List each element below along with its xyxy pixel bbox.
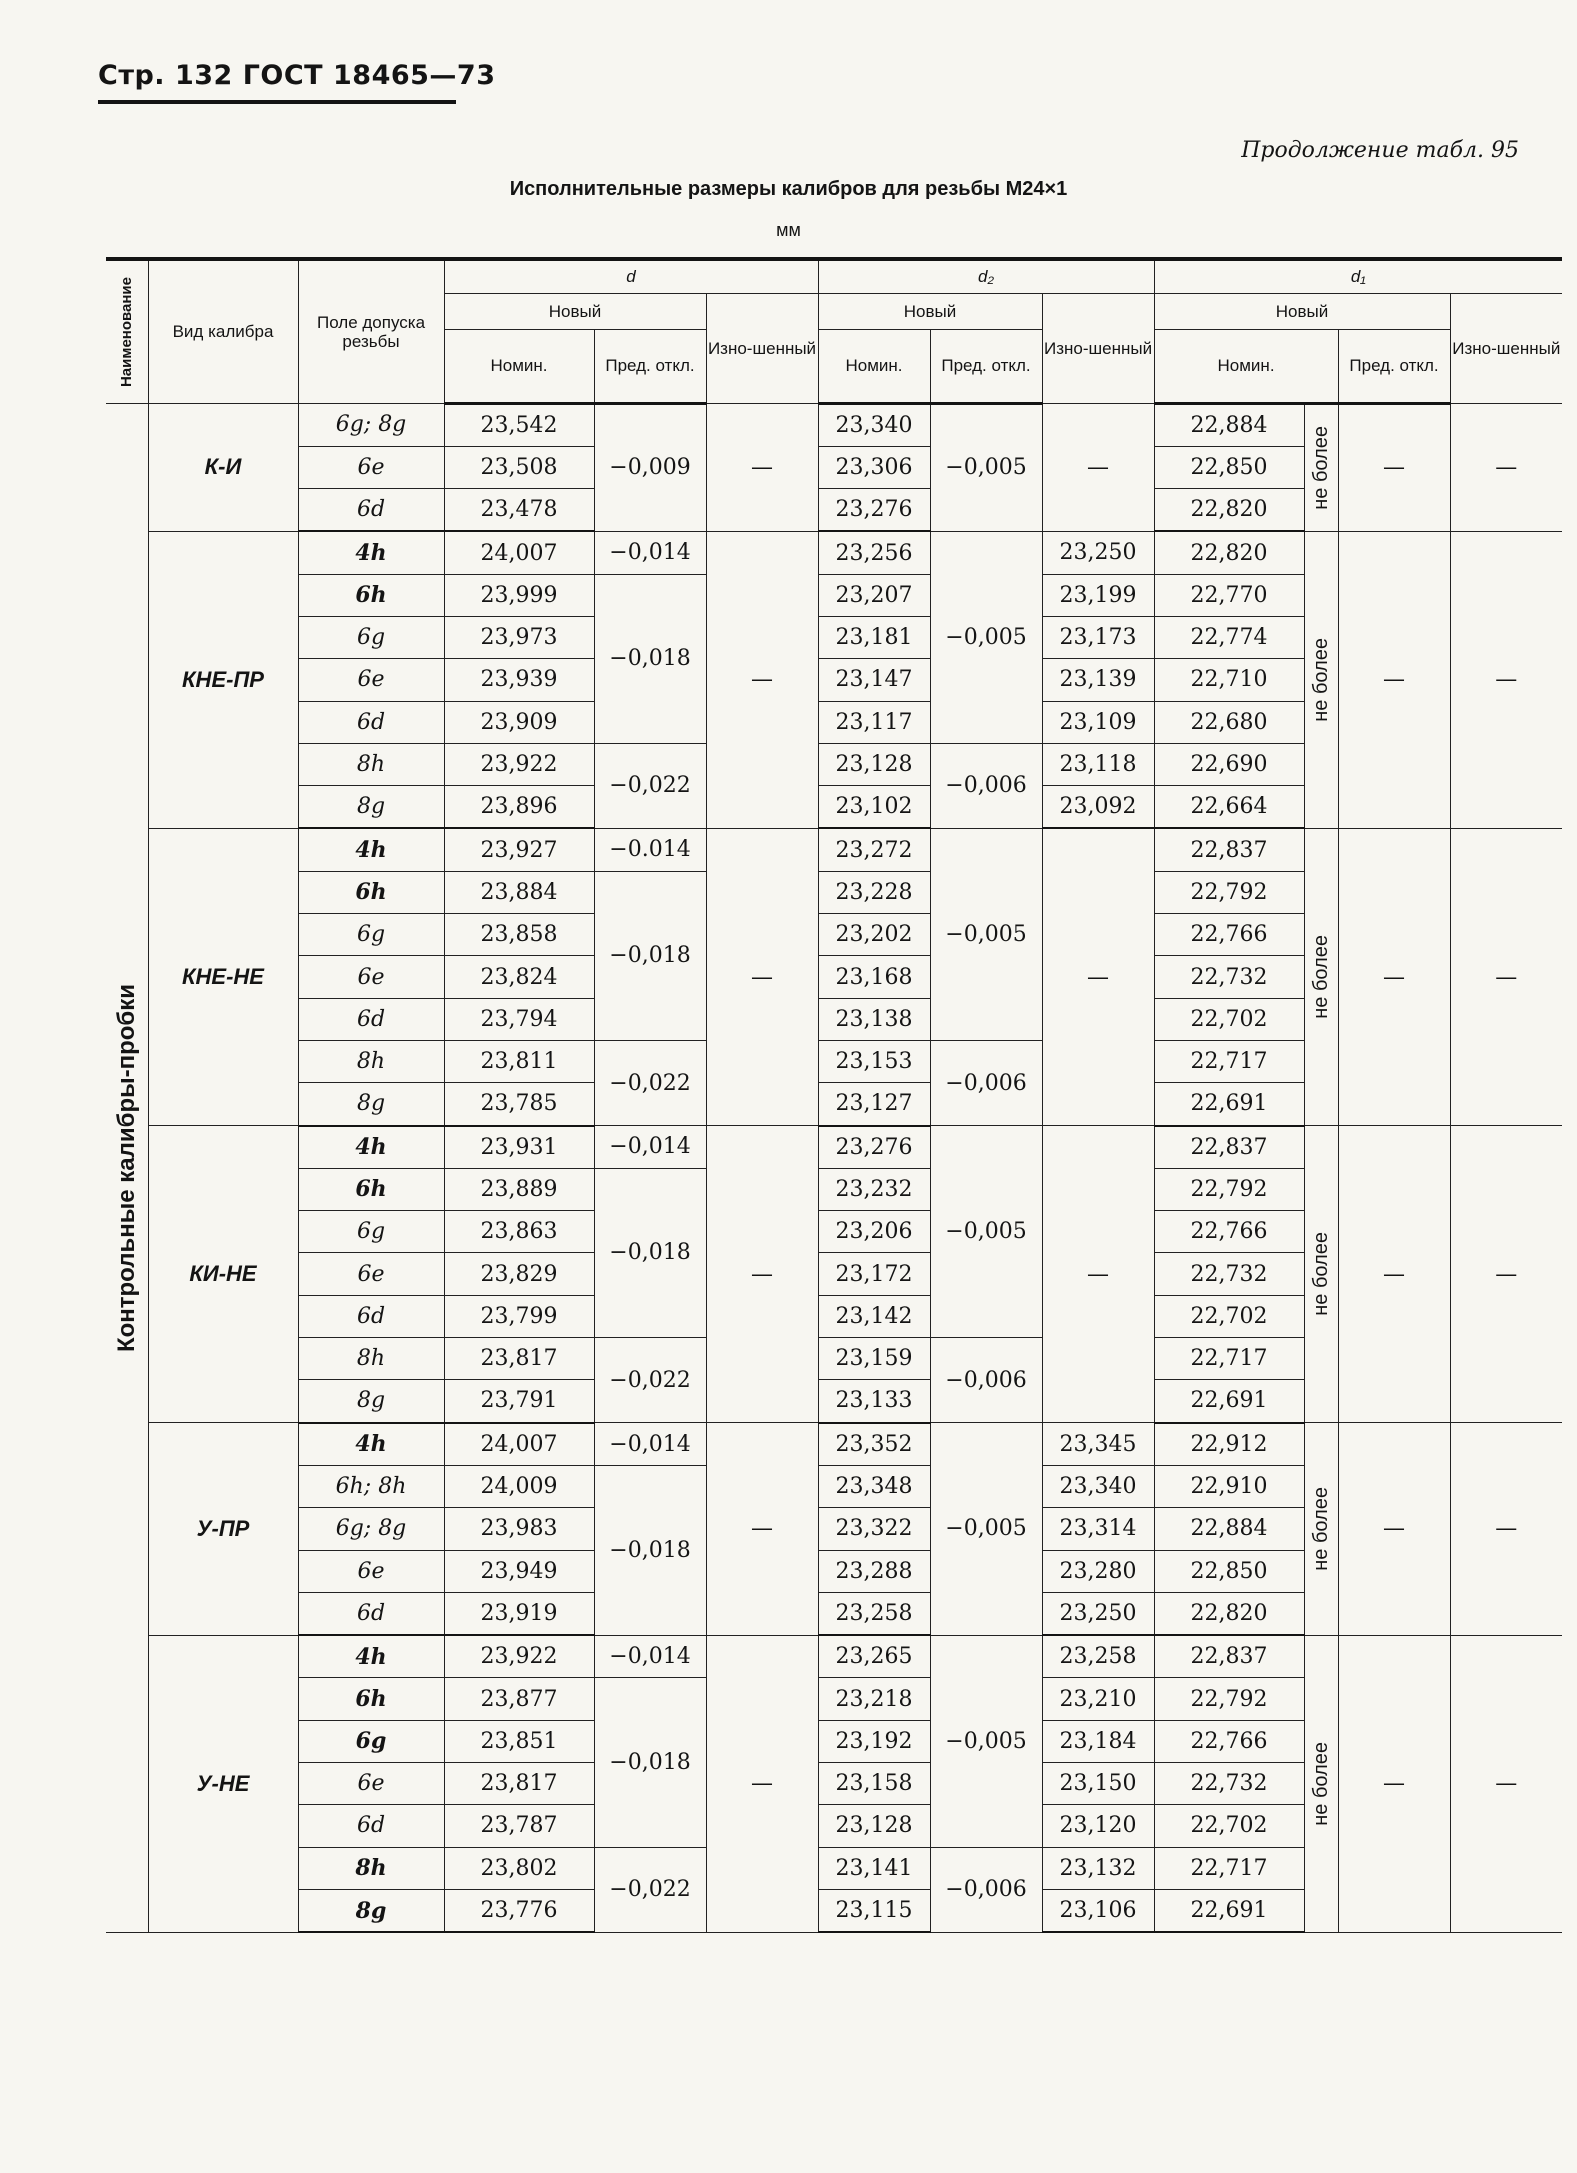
d-nominal: 23,794 <box>444 998 594 1040</box>
d2-nominal-header: Номин. <box>818 329 930 403</box>
tolerance-field: 6g <box>298 1211 444 1253</box>
d1-worn-header: Изно-шенный <box>1450 293 1562 403</box>
d-nominal: 23,776 <box>444 1889 594 1932</box>
d-nominal: 23,983 <box>444 1508 594 1550</box>
d2-nominal: 23,256 <box>818 531 930 574</box>
tolerance-field: 8h <box>298 743 444 785</box>
d-nominal: 23,791 <box>444 1380 594 1423</box>
tolerance-field: 4h <box>298 1126 444 1169</box>
d2-worn: 23,250 <box>1042 531 1154 574</box>
d2-nominal: 23,348 <box>818 1465 930 1507</box>
d2-worn: 23,109 <box>1042 701 1154 743</box>
gauge-kind: КИ-НЕ <box>148 1126 298 1423</box>
d2-nominal: 23,206 <box>818 1211 930 1253</box>
d2-nominal: 23,159 <box>818 1338 930 1380</box>
d-nominal: 23,829 <box>444 1253 594 1295</box>
tolerance-field: 6d <box>298 1805 444 1847</box>
tolerance-field: 6d <box>298 701 444 743</box>
d2-nominal: 23,172 <box>818 1253 930 1295</box>
d-nominal: 23,922 <box>444 743 594 785</box>
d2-worn: 23,173 <box>1042 616 1154 658</box>
d1-nominal: 22,732 <box>1154 1763 1304 1805</box>
d-worn: — <box>706 1423 818 1635</box>
d-nominal: 23,896 <box>444 786 594 829</box>
d-nominal-header: Номин. <box>444 329 594 403</box>
d2-nominal: 23,102 <box>818 786 930 829</box>
d2-worn: 23,106 <box>1042 1889 1154 1932</box>
d1-nominal: 22,884 <box>1154 1508 1304 1550</box>
d2-nominal: 23,168 <box>818 956 930 998</box>
d-nominal: 23,931 <box>444 1126 594 1169</box>
d-deviation: −0,018 <box>594 1678 706 1847</box>
tolerance-field: 6d <box>298 1295 444 1337</box>
d1-nominal: 22,912 <box>1154 1423 1304 1466</box>
d-nominal: 23,817 <box>444 1338 594 1380</box>
d2-deviation: −0,005 <box>930 828 1042 1040</box>
d2-nominal: 23,127 <box>818 1083 930 1126</box>
d2-worn: 23,258 <box>1042 1635 1154 1678</box>
d-deviation: −0,018 <box>594 1168 706 1337</box>
not-more-note: не более <box>1304 1635 1338 1932</box>
d2-worn: 23,132 <box>1042 1847 1154 1889</box>
not-more-note: не более <box>1304 1126 1338 1423</box>
d-nominal: 23,877 <box>444 1678 594 1720</box>
d-nominal: 23,884 <box>444 871 594 913</box>
d2-nominal: 23,142 <box>818 1295 930 1337</box>
table-row <box>106 1423 1562 1466</box>
d-nominal: 23,922 <box>444 1635 594 1678</box>
d2-nominal: 23,322 <box>818 1508 930 1550</box>
d-deviation: −0,014 <box>594 1126 706 1169</box>
tolerance-field: 6g; 8g <box>298 1508 444 1550</box>
d2-nominal: 23,228 <box>818 871 930 913</box>
d1-nominal: 22,766 <box>1154 914 1304 956</box>
d1-nominal: 22,774 <box>1154 616 1304 658</box>
d1-nominal: 22,702 <box>1154 1295 1304 1337</box>
tolerance-field: 6g; 8g <box>298 403 444 446</box>
tolerance-field: 8g <box>298 1889 444 1932</box>
units-label: мм <box>776 220 801 240</box>
table-row <box>106 1635 1562 1678</box>
d1-deviation: — <box>1338 531 1450 828</box>
d2-worn: 23,118 <box>1042 743 1154 785</box>
tolerance-field: 8h <box>298 1847 444 1889</box>
d2-nominal: 23,258 <box>818 1592 930 1635</box>
d2-new-header: Новый <box>818 293 1042 329</box>
d1-deviation: — <box>1338 403 1450 531</box>
tolerance-field: 4h <box>298 828 444 871</box>
tolerance-field: 6e <box>298 1253 444 1295</box>
d2-nominal: 23,115 <box>818 1889 930 1932</box>
d1-nominal: 22,820 <box>1154 489 1304 532</box>
d2-nominal: 23,272 <box>818 828 930 871</box>
d1-deviation: — <box>1338 1126 1450 1423</box>
gauge-dimensions-table <box>106 257 1562 1933</box>
d2-nominal: 23,117 <box>818 701 930 743</box>
d-header: d <box>444 259 818 293</box>
d-deviation: −0.014 <box>594 828 706 871</box>
d-deviation: −0,018 <box>594 871 706 1040</box>
d-nominal: 23,973 <box>444 616 594 658</box>
kind-column-header: Вид калибра <box>148 259 298 403</box>
d-deviation-header: Пред. откл. <box>594 329 706 403</box>
d2-worn: — <box>1042 1126 1154 1423</box>
d-nominal: 23,542 <box>444 403 594 446</box>
d-deviation: −0,022 <box>594 743 706 828</box>
table-caption: Исполнительные размеры калибров для резьбы М24×1 <box>509 178 1068 200</box>
tolerance-field: 6h <box>298 574 444 616</box>
header-rule <box>98 100 456 104</box>
d1-nominal: 22,792 <box>1154 871 1304 913</box>
tolerance-field: 6e <box>298 956 444 998</box>
tolerance-field: 6h; 8h <box>298 1465 444 1507</box>
table-body <box>106 403 1562 1932</box>
d2-worn: 23,340 <box>1042 1465 1154 1507</box>
d1-nominal: 22,910 <box>1154 1465 1304 1507</box>
d2-deviation: −0,006 <box>930 1040 1042 1125</box>
gauge-kind: КНЕ-ПР <box>148 531 298 828</box>
tolerance-field: 6d <box>298 489 444 532</box>
table-row <box>106 828 1562 871</box>
d1-nominal: 22,691 <box>1154 1380 1304 1423</box>
d-deviation: −0,018 <box>594 574 706 743</box>
d2-nominal: 23,128 <box>818 1805 930 1847</box>
d-deviation: −0,009 <box>594 403 706 531</box>
d2-deviation: −0,005 <box>930 1126 1042 1338</box>
d-deviation: −0,022 <box>594 1847 706 1932</box>
d-nominal: 23,909 <box>444 701 594 743</box>
d1-nominal: 22,850 <box>1154 446 1304 488</box>
d2-deviation: −0,006 <box>930 1338 1042 1423</box>
d-nominal: 23,999 <box>444 574 594 616</box>
d2-nominal: 23,232 <box>818 1168 930 1210</box>
gauge-kind: У-ПР <box>148 1423 298 1635</box>
gauge-kind: КНЕ-НЕ <box>148 828 298 1125</box>
d-worn: — <box>706 1635 818 1932</box>
tolerance-field: 6h <box>298 1678 444 1720</box>
tolerance-field: 8h <box>298 1040 444 1082</box>
d2-worn: — <box>1042 403 1154 531</box>
tolerance-field: 6g <box>298 1720 444 1762</box>
d-worn: — <box>706 403 818 531</box>
tolerance-field: 8h <box>298 1338 444 1380</box>
d-deviation: −0,014 <box>594 1635 706 1678</box>
d-nominal: 23,817 <box>444 1763 594 1805</box>
d-nominal: 23,478 <box>444 489 594 532</box>
d2-nominal: 23,153 <box>818 1040 930 1082</box>
d2-deviation: −0,005 <box>930 1635 1042 1847</box>
d1-nominal: 22,792 <box>1154 1168 1304 1210</box>
not-more-note: не более <box>1304 828 1338 1125</box>
d1-nominal: 22,766 <box>1154 1211 1304 1253</box>
d-nominal: 23,508 <box>444 446 594 488</box>
d2-nominal: 23,265 <box>818 1635 930 1678</box>
gauge-kind: У-НЕ <box>148 1635 298 1932</box>
d2-nominal: 23,306 <box>818 446 930 488</box>
d2-header: d₂ <box>818 259 1154 293</box>
d-deviation: −0,014 <box>594 1423 706 1466</box>
d1-nominal: 22,732 <box>1154 1253 1304 1295</box>
d2-worn: 23,280 <box>1042 1550 1154 1592</box>
d1-nominal: 22,702 <box>1154 1805 1304 1847</box>
tolerance-field: 6e <box>298 659 444 701</box>
d1-nominal: 22,820 <box>1154 531 1304 574</box>
d-nominal: 23,799 <box>444 1295 594 1337</box>
d-worn: — <box>706 1126 818 1423</box>
d2-deviation: −0,005 <box>930 1423 1042 1635</box>
d1-nominal: 22,884 <box>1154 403 1304 446</box>
d2-nominal: 23,181 <box>818 616 930 658</box>
d-deviation: −0,014 <box>594 531 706 574</box>
tolerance-field: 8g <box>298 1083 444 1126</box>
not-more-note: не более <box>1304 403 1338 531</box>
d2-worn: — <box>1042 828 1154 1125</box>
d1-nominal: 22,717 <box>1154 1338 1304 1380</box>
d2-nominal: 23,218 <box>818 1678 930 1720</box>
tolerance-field: 6d <box>298 1592 444 1635</box>
d-nominal: 23,785 <box>444 1083 594 1126</box>
d-nominal: 23,939 <box>444 659 594 701</box>
d2-worn: 23,314 <box>1042 1508 1154 1550</box>
d2-worn: 23,184 <box>1042 1720 1154 1762</box>
d2-worn: 23,139 <box>1042 659 1154 701</box>
d1-nominal: 22,710 <box>1154 659 1304 701</box>
d-worn: — <box>706 531 818 828</box>
d-nominal: 23,787 <box>444 1805 594 1847</box>
d1-deviation: — <box>1338 1423 1450 1635</box>
field-column-header: Поле допуска резьбы <box>298 259 444 403</box>
d1-nominal: 22,837 <box>1154 1126 1304 1169</box>
d2-worn: 23,120 <box>1042 1805 1154 1847</box>
d1-nominal: 22,717 <box>1154 1847 1304 1889</box>
page-header: Стр. 132 ГОСТ 18465—73 <box>98 60 496 91</box>
tolerance-field: 6g <box>298 914 444 956</box>
d1-new-header: Новый <box>1154 293 1450 329</box>
not-more-note: не более <box>1304 1423 1338 1635</box>
tolerance-field: 4h <box>298 531 444 574</box>
gauge-kind: К-И <box>148 403 298 531</box>
d-new-header: Новый <box>444 293 706 329</box>
d1-nominal: 22,691 <box>1154 1889 1304 1932</box>
tolerance-field: 6h <box>298 1168 444 1210</box>
d2-worn: 23,250 <box>1042 1592 1154 1635</box>
d1-nominal: 22,732 <box>1154 956 1304 998</box>
d2-nominal: 23,192 <box>818 1720 930 1762</box>
d-nominal: 23,811 <box>444 1040 594 1082</box>
table-row <box>106 1126 1562 1169</box>
d1-worn: — <box>1450 531 1562 828</box>
d-deviation: −0,022 <box>594 1040 706 1125</box>
d1-worn: — <box>1450 403 1562 531</box>
d1-header: d₁ <box>1154 259 1562 293</box>
d1-nominal: 22,690 <box>1154 743 1304 785</box>
d1-nominal: 22,837 <box>1154 1635 1304 1678</box>
d1-deviation: — <box>1338 828 1450 1125</box>
d-nominal: 24,007 <box>444 1423 594 1466</box>
d2-deviation-header: Пред. откл. <box>930 329 1042 403</box>
d2-worn: 23,199 <box>1042 574 1154 616</box>
d-nominal: 23,802 <box>444 1847 594 1889</box>
d2-worn: 23,345 <box>1042 1423 1154 1466</box>
d2-nominal: 23,276 <box>818 1126 930 1169</box>
d1-worn: — <box>1450 1423 1562 1635</box>
d1-nominal: 22,691 <box>1154 1083 1304 1126</box>
d1-nominal: 22,766 <box>1154 1720 1304 1762</box>
d2-deviation: −0,006 <box>930 1847 1042 1932</box>
d-nominal: 23,824 <box>444 956 594 998</box>
d-nominal: 23,863 <box>444 1211 594 1253</box>
d2-deviation: −0,005 <box>930 531 1042 743</box>
d2-nominal: 23,158 <box>818 1763 930 1805</box>
d1-deviation: — <box>1338 1635 1450 1932</box>
d1-worn: — <box>1450 828 1562 1125</box>
d2-nominal: 23,128 <box>818 743 930 785</box>
d2-worn: 23,092 <box>1042 786 1154 829</box>
d1-deviation-header: Пред. откл. <box>1338 329 1450 403</box>
d-nominal: 24,009 <box>444 1465 594 1507</box>
d2-nominal: 23,288 <box>818 1550 930 1592</box>
d-worn-header: Изно-шенный <box>706 293 818 403</box>
d-nominal: 23,927 <box>444 828 594 871</box>
d1-nominal: 22,664 <box>1154 786 1304 829</box>
tolerance-field: 6d <box>298 998 444 1040</box>
d1-nominal: 22,770 <box>1154 574 1304 616</box>
d2-nominal: 23,276 <box>818 489 930 532</box>
table-row <box>106 531 1562 574</box>
tolerance-field: 6e <box>298 446 444 488</box>
tolerance-field: 6e <box>298 1763 444 1805</box>
d2-nominal: 23,133 <box>818 1380 930 1423</box>
d1-worn: — <box>1450 1126 1562 1423</box>
d2-worn: 23,150 <box>1042 1763 1154 1805</box>
d2-nominal: 23,141 <box>818 1847 930 1889</box>
table-row <box>106 403 1562 446</box>
d1-nominal: 22,837 <box>1154 828 1304 871</box>
tolerance-field: 6g <box>298 616 444 658</box>
tolerance-field: 8g <box>298 786 444 829</box>
d1-worn: — <box>1450 1635 1562 1932</box>
d2-worn: 23,210 <box>1042 1678 1154 1720</box>
d2-nominal: 23,340 <box>818 403 930 446</box>
d2-deviation: −0,005 <box>930 403 1042 531</box>
d1-nominal: 22,792 <box>1154 1678 1304 1720</box>
d-worn: — <box>706 828 818 1125</box>
name-column-header: Наименование <box>106 259 148 403</box>
d-nominal: 24,007 <box>444 531 594 574</box>
d2-nominal: 23,207 <box>818 574 930 616</box>
not-more-note: не более <box>1304 531 1338 828</box>
d1-nominal: 22,850 <box>1154 1550 1304 1592</box>
d1-nominal: 22,702 <box>1154 998 1304 1040</box>
d-nominal: 23,949 <box>444 1550 594 1592</box>
tolerance-field: 8g <box>298 1380 444 1423</box>
d-deviation: −0,022 <box>594 1338 706 1423</box>
d2-nominal: 23,202 <box>818 914 930 956</box>
d1-nominal-header: Номин. <box>1154 329 1338 403</box>
tolerance-field: 6e <box>298 1550 444 1592</box>
group-name: Контрольные калибры-пробки <box>106 403 148 1932</box>
tolerance-field: 6h <box>298 871 444 913</box>
d-deviation: −0,018 <box>594 1465 706 1635</box>
d-nominal: 23,858 <box>444 914 594 956</box>
d2-nominal: 23,352 <box>818 1423 930 1466</box>
d1-nominal: 22,820 <box>1154 1592 1304 1635</box>
d-nominal: 23,889 <box>444 1168 594 1210</box>
d2-nominal: 23,138 <box>818 998 930 1040</box>
d2-deviation: −0,006 <box>930 743 1042 828</box>
d1-nominal: 22,680 <box>1154 701 1304 743</box>
d2-nominal: 23,147 <box>818 659 930 701</box>
d1-nominal: 22,717 <box>1154 1040 1304 1082</box>
d-nominal: 23,851 <box>444 1720 594 1762</box>
tolerance-field: 4h <box>298 1635 444 1678</box>
tolerance-field: 4h <box>298 1423 444 1466</box>
d-nominal: 23,919 <box>444 1592 594 1635</box>
d2-worn-header: Изно-шенный <box>1042 293 1154 403</box>
continuation-note: Продолжение табл. 95 <box>1241 138 1519 163</box>
